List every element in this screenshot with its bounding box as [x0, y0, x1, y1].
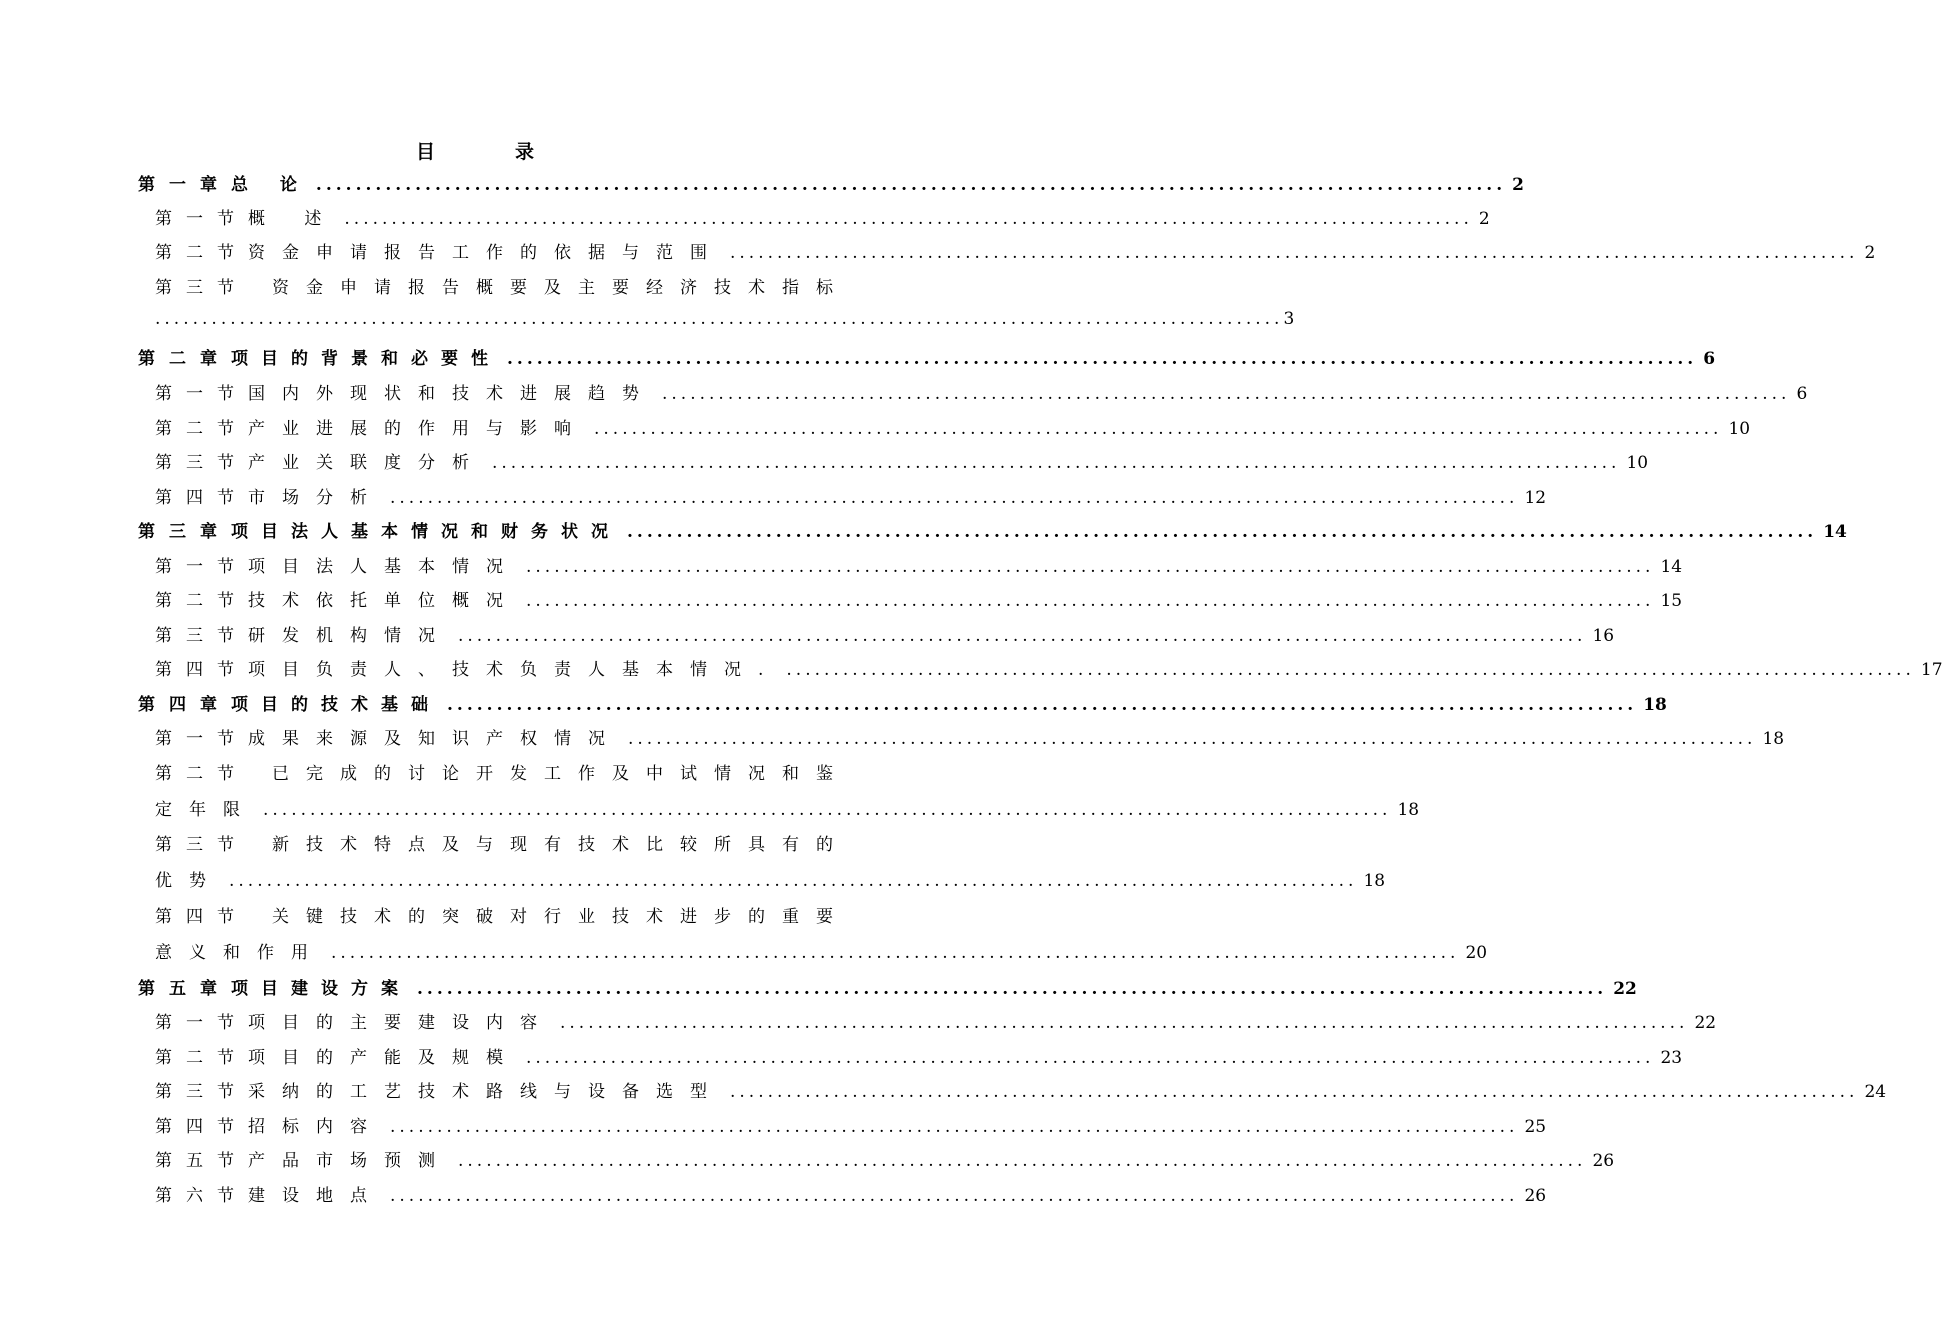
entry-label: 第三章	[138, 522, 231, 542]
page-number: 15	[1660, 591, 1683, 611]
section-entry[interactable]	[155, 724, 1785, 758]
entry-title: 研发机构情况	[248, 626, 452, 646]
leader-dots: ........................................................................................................................	[390, 488, 1519, 508]
section-entry[interactable]	[155, 448, 1649, 482]
entry-title: 项目的背景和必要性	[231, 349, 501, 369]
chapter-entry[interactable]	[138, 517, 1847, 551]
entry-title: 项目负责人、技术负责人基本情况.	[248, 660, 781, 680]
section-entry[interactable]	[155, 204, 1490, 238]
page-number: 14	[1823, 522, 1847, 542]
leader-dots: ........................................................................................................................	[155, 309, 1284, 329]
leader-dots: ........................................................................................................................	[315, 175, 1507, 195]
entry-label: 第三节	[155, 626, 248, 646]
entry-label: 第一章	[138, 175, 231, 195]
page-number: 3	[1283, 309, 1295, 329]
entry-label: 第六节	[155, 1186, 248, 1206]
entry-title: 国内外现状和技术进展趋势	[248, 384, 656, 404]
entry-label: 第四节	[155, 1117, 248, 1137]
entry-title: 已完成的讨论开发工作及中试情况和鉴	[272, 764, 850, 784]
page-number: 17	[1920, 660, 1943, 680]
page-number: 2	[1478, 209, 1490, 229]
entry-label: 第四章	[138, 695, 231, 715]
page-number: 25	[1524, 1117, 1547, 1137]
leader-dots: ........................................................................................................................	[417, 979, 1608, 999]
page-number: 2	[1864, 243, 1876, 263]
section-entry[interactable]	[155, 1146, 1615, 1180]
section-entry[interactable]	[155, 1008, 1717, 1042]
page-number: 26	[1592, 1151, 1615, 1171]
chapter-entry[interactable]	[138, 170, 1524, 204]
section-entry[interactable]	[155, 238, 1876, 272]
section-entry[interactable]	[155, 483, 1547, 517]
entry-title: 项目法人基本情况和财务状况	[231, 522, 621, 542]
entry-label: 第二节	[155, 764, 248, 784]
entry-title-continued: 优势	[155, 871, 223, 891]
entry-label: 第二章	[138, 349, 231, 369]
entry-label: 第一节	[155, 1013, 248, 1033]
leader-dots: ........................................................................................................................	[458, 626, 1587, 646]
leader-dots: ........................................................................................................................	[458, 1151, 1587, 1171]
page-number: 6	[1796, 384, 1808, 404]
entry-continuation	[155, 309, 1295, 329]
leader-dots: ........................................................................................................................	[628, 729, 1757, 749]
entry-title: 技术依托单位概况	[248, 591, 520, 611]
entry-title: 总 论	[231, 175, 310, 195]
entry-label: 第二节	[155, 1048, 248, 1068]
entry-label: 第一节	[155, 729, 248, 749]
leader-dots: ........................................................................................................................	[594, 419, 1723, 439]
section-entry[interactable]	[155, 414, 1751, 448]
chapter-entry[interactable]	[138, 974, 1637, 1008]
leader-dots: ........................................................................................................................	[526, 557, 1655, 577]
page-number: 23	[1660, 1048, 1683, 1068]
entry-label: 第三节	[155, 453, 248, 473]
page-number: 18	[1762, 729, 1785, 749]
entry-title: 产业关联度分析	[248, 453, 486, 473]
entry-title: 项目的产能及规模	[248, 1048, 520, 1068]
entry-title: 关键技术的突破对行业技术进步的重要	[272, 907, 850, 927]
entry-title: 产业进展的作用与影响	[248, 419, 588, 439]
entry-label: 第三节	[155, 1082, 248, 1102]
entry-label: 第四节	[155, 488, 248, 508]
entry-title: 资金申请报告概要及主要经济技术指标	[272, 278, 850, 298]
page-number: 18	[1363, 871, 1386, 891]
section-entry[interactable]	[155, 1043, 1683, 1077]
leader-dots: ........................................................................................................................	[331, 943, 1460, 963]
section-entry[interactable]	[155, 902, 850, 936]
entry-label: 第四节	[155, 907, 248, 927]
leader-dots: ........................................................................................................................	[344, 209, 1473, 229]
leader-dots: ........................................................................................................................	[730, 243, 1859, 263]
entry-label: 第五节	[155, 1151, 248, 1171]
page-number: 12	[1524, 488, 1547, 508]
section-entry[interactable]	[155, 379, 1808, 413]
section-entry[interactable]	[155, 830, 850, 864]
entry-label: 第一节	[155, 384, 248, 404]
entry-title: 项目法人基本情况	[248, 557, 520, 577]
entry-title-continued: 定年限	[155, 800, 257, 820]
page-number: 20	[1465, 943, 1488, 963]
entry-label: 第一节	[155, 557, 248, 577]
page-number: 18	[1397, 800, 1420, 820]
page-number: 16	[1592, 626, 1615, 646]
entry-label: 第二节	[155, 243, 248, 263]
entry-label: 第二节	[155, 591, 248, 611]
toc-title: 目录	[415, 141, 614, 163]
entry-title: 产品市场预测	[248, 1151, 452, 1171]
entry-title: 项目建设方案	[231, 979, 411, 999]
entry-continuation	[155, 795, 1420, 820]
leader-dots: ........................................................................................................................	[390, 1117, 1519, 1137]
entry-title: 资金申请报告工作的依据与范围	[248, 243, 724, 263]
entry-title: 采纳的工艺技术路线与设备选型	[248, 1082, 724, 1102]
page-number: 18	[1643, 695, 1667, 715]
leader-dots: ........................................................................................................................	[526, 591, 1655, 611]
entry-title: 市场分析	[248, 488, 384, 508]
entry-label: 第三节	[155, 278, 248, 298]
entry-title: 概 述	[248, 209, 339, 229]
entry-label: 第五章	[138, 979, 231, 999]
entry-label: 第一节	[155, 209, 248, 229]
entry-title: 招标内容	[248, 1117, 384, 1137]
entry-continuation	[155, 866, 1386, 891]
page-number: 24	[1864, 1082, 1887, 1102]
page-number: 10	[1728, 419, 1751, 439]
section-entry[interactable]	[155, 273, 850, 307]
chapter-entry[interactable]	[138, 690, 1667, 724]
leader-dots: ........................................................................................................................	[560, 1013, 1689, 1033]
leader-dots: ........................................................................................................................	[786, 660, 1915, 680]
chapter-entry[interactable]	[138, 344, 1716, 378]
page-number: 14	[1660, 557, 1683, 577]
section-entry[interactable]	[155, 1112, 1547, 1146]
entry-title: 新技术特点及与现有技术比较所具有的	[272, 835, 850, 855]
section-entry[interactable]	[155, 552, 1683, 586]
entry-title-continued: 意义和作用	[155, 943, 325, 963]
leader-dots: ........................................................................................................................	[507, 349, 1698, 369]
leader-dots: ........................................................................................................................	[447, 695, 1638, 715]
entry-label: 第二节	[155, 419, 248, 439]
page-number: 22	[1613, 979, 1637, 999]
leader-dots: ........................................................................................................................	[492, 453, 1621, 473]
entry-title: 成果来源及知识产权情况	[248, 729, 622, 749]
page-number: 2	[1512, 175, 1524, 195]
section-entry[interactable]	[155, 759, 850, 793]
leader-dots: ........................................................................................................................	[229, 871, 1358, 891]
entry-label: 第三节	[155, 835, 248, 855]
section-entry[interactable]	[155, 621, 1615, 655]
leader-dots: ........................................................................................................................	[526, 1048, 1655, 1068]
entry-title: 项目的主要建设内容	[248, 1013, 554, 1033]
entry-title: 建设地点	[248, 1186, 384, 1206]
entry-continuation	[155, 938, 1488, 963]
page-number: 6	[1703, 349, 1716, 369]
leader-dots: ........................................................................................................................	[390, 1186, 1519, 1206]
page-number: 26	[1524, 1186, 1547, 1206]
page-number: 22	[1694, 1013, 1717, 1033]
leader-dots: ........................................................................................................................	[263, 800, 1392, 820]
entry-label: 第四节	[155, 660, 248, 680]
leader-dots: ........................................................................................................................	[662, 384, 1791, 404]
section-entry[interactable]	[155, 1181, 1547, 1215]
leader-dots: ........................................................................................................................	[627, 522, 1818, 542]
entry-title: 项目的技术基础	[231, 695, 441, 715]
section-entry[interactable]	[155, 655, 1943, 689]
leader-dots: ........................................................................................................................	[730, 1082, 1859, 1102]
section-entry[interactable]	[155, 1077, 1887, 1111]
section-entry[interactable]	[155, 586, 1683, 620]
page-number: 10	[1626, 453, 1649, 473]
